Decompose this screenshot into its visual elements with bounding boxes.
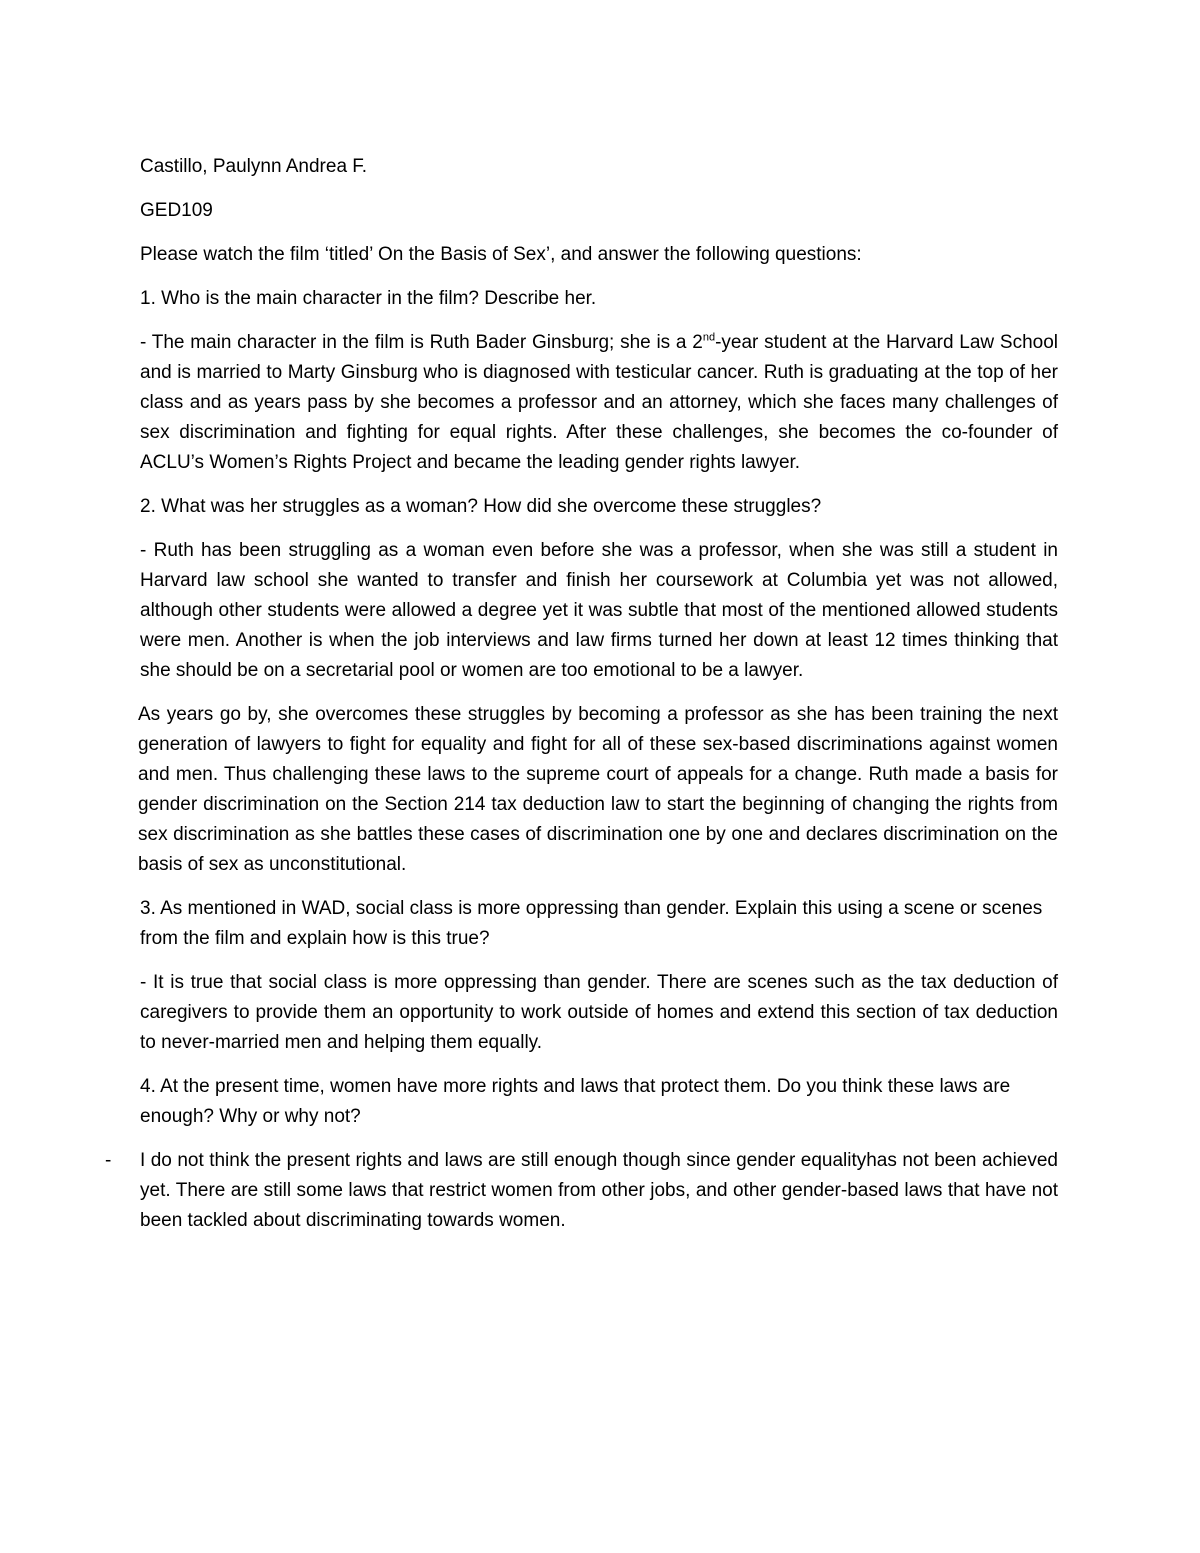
- answer-3: - It is true that social class is more oppressing than gender. There are scenes such as the tax deduction of caregivers to provide them an opportunity to work outside of homes and extend this section of tax deduction to never-married men and helping them equally.: [140, 972, 1058, 1053]
- question-3: 3. As mentioned in WAD, social class is more oppressing than gender. Explain this using a scene or scenes from the film and explain how is this true?: [140, 898, 1043, 949]
- question-2: 2. What was her struggles as a woman? How did she overcome these struggles?: [140, 496, 822, 517]
- answer-4: [105, 1146, 1058, 1236]
- document-body: [105, 152, 1058, 1250]
- answer-1-part-b: -year student at the Harvard Law School and is married to Marty Ginsburg who is diagnosed with testicular cancer. Ruth is graduating at the top of her class and as years pass by she becomes a professor and an attorney, which she faces many challenges of sex discrimination and fighting for equal rights. After these challenges, she becomes the co-founder of ACLU’s Women’s Rights Project and became the leading gender rights lawyer.: [140, 332, 1058, 473]
- answer-2-paragraph-1: - Ruth has been struggling as a woman even before she was a professor, when she was still a student in Harvard law school she wanted to transfer and finish her coursework at Columbia yet was not allowed, although other students were allowed a degree yet it was subtle that most of the mentioned allowed students were men. Another is when the job interviews and law firms turned her down at least 12 times thinking that she should be on a secretarial pool or women are too emotional to be a lawyer.: [140, 540, 1058, 681]
- answer-2-paragraph-2: As years go by, she overcomes these struggles by becoming a professor as she has been training the next generation of lawyers to fight for equality and fight for all of these sex-based discriminations against women and men. Thus challenging these laws to the supreme court of appeals for a change. Ruth made a basis for gender discrimination on the Section 214 tax deduction law to start the beginning of changing the rights from sex discrimination as she battles these cases of discrimination one by one and declares discrimination on the basis of sex as unconstitutional.: [138, 704, 1058, 875]
- question-1: 1. Who is the main character in the film? Describe her.: [140, 288, 597, 309]
- list-dash-marker: -: [105, 1150, 112, 1171]
- answer-1: [140, 328, 1058, 478]
- answer-1-superscript: nd: [702, 331, 716, 344]
- student-name: Castillo, Paulynn Andrea F.: [140, 156, 368, 177]
- answer-1-part-a: - The main character in the film is Ruth Bader Ginsburg; she is a 2: [140, 332, 703, 353]
- course-code: GED109: [140, 200, 213, 221]
- answer-4-text: I do not think the present rights and laws are still enough though since gender equalityhas not been achieved yet. There are still some laws that restrict women from other jobs, and other gender-based laws that have not been tackled about discriminating towards women.: [140, 1150, 1058, 1231]
- instruction-text: Please watch the film ‘titled’ On the Basis of Sex’, and answer the following questions:: [140, 244, 862, 265]
- question-4: 4. At the present time, women have more rights and laws that protect them. Do you think these laws are enough? Why or why not?: [140, 1076, 1011, 1127]
